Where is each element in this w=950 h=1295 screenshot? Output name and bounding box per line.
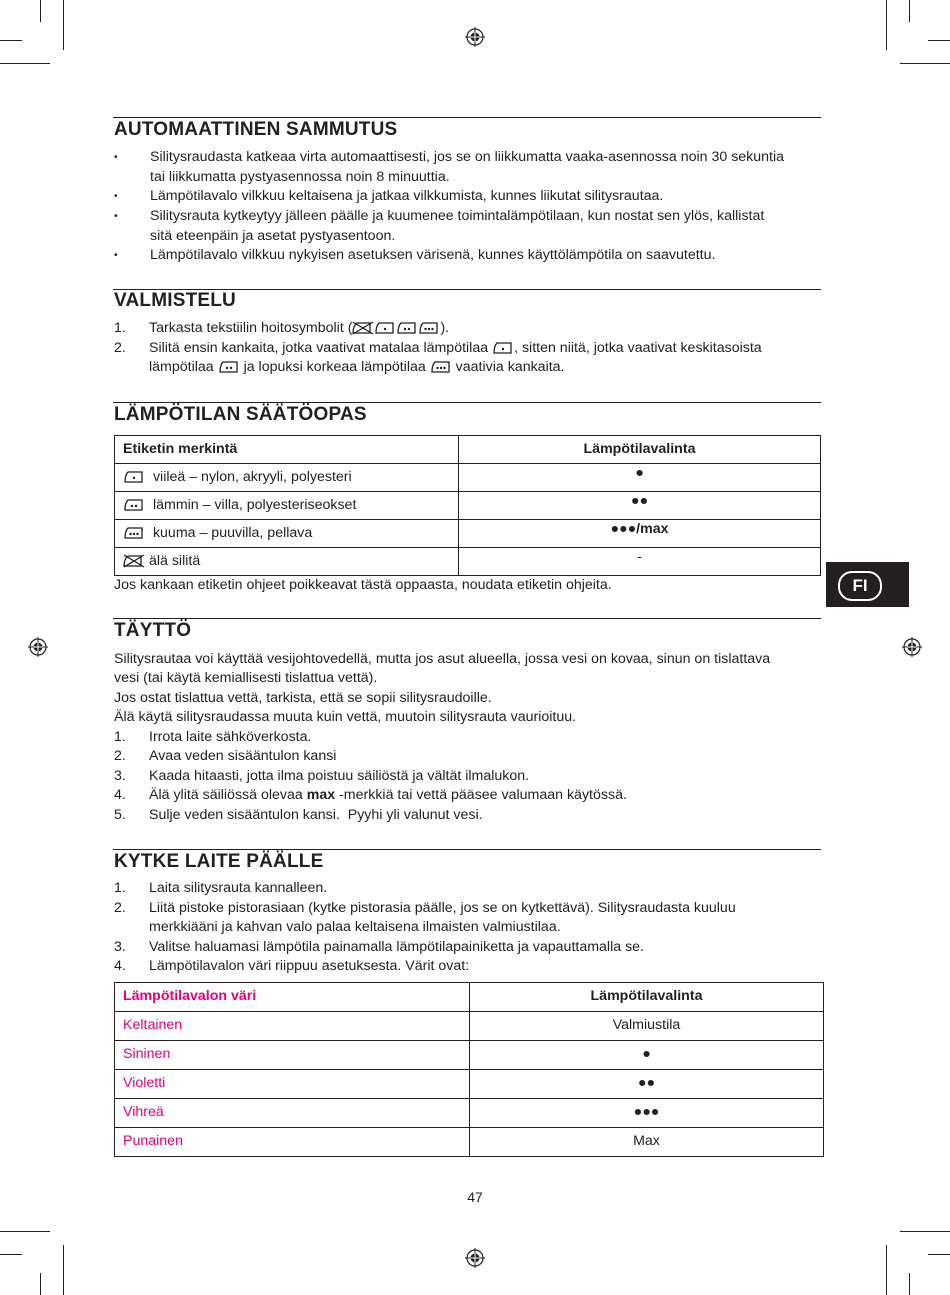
section-title-fill: TÄYTTÖ: [114, 620, 192, 641]
list-item: [114, 938, 644, 958]
table-row: [115, 1070, 824, 1099]
do-not-iron-icon: [352, 321, 374, 335]
paragraph-line: Silitysrautaa voi käyttää vesijohtovedellä, mutta jos asut alueella, jossa vesi on kovaa, sinun on tislattava: [114, 651, 771, 667]
step-number: 1.: [114, 880, 126, 896]
step-text: Sulje veden sisääntulon kansi. Pyyhi yli valunut vesi.: [149, 807, 483, 823]
table-cell: -: [459, 548, 821, 576]
step-number: 5.: [114, 807, 126, 823]
list-item: [114, 187, 820, 207]
table-row: [115, 1041, 824, 1070]
registration-mark-icon: [465, 27, 485, 47]
step-number: 3.: [114, 939, 126, 955]
section-title-guide: LÄMPÖTILAN SÄÄTÖOPAS: [114, 404, 367, 425]
table-cell: Punainen: [115, 1128, 470, 1157]
section-rule: [113, 117, 821, 118]
list-item: [114, 767, 529, 787]
step-text: Tarkasta tekstiilin hoitosymbolit (: [149, 320, 353, 336]
list-item: [114, 957, 469, 977]
table-cell: ●●●/max: [459, 520, 821, 548]
table-row: [115, 1099, 824, 1128]
crop-mark: [0, 1254, 22, 1255]
label-text: kuuma – puuvilla, pellava: [152, 524, 313, 541]
step-number: 2.: [114, 340, 126, 356]
table-cell: ●●●: [470, 1099, 824, 1128]
iron-one-dot-icon: [123, 470, 145, 484]
table-cell: Max: [470, 1128, 824, 1157]
step-text: Lämpötilavalon väri riippuu asetuksesta. Värit ovat:: [149, 958, 470, 974]
bullet-icon: •: [114, 191, 118, 202]
guide-note: Jos kankaan etiketin ohjeet poikkeavat tästä oppaasta, noudata etiketin ohjeita.: [114, 577, 612, 593]
column-header: Lämpötilavalinta: [470, 983, 824, 1012]
column-header: Etiketin merkintä: [115, 436, 459, 464]
step-number: 1.: [114, 729, 126, 745]
step-text: vaativia kankaita.: [455, 359, 565, 375]
step-number: 2.: [114, 748, 126, 764]
crop-mark: [900, 63, 950, 64]
step-text: Liitä pistoke pistorasiaan (kytke pistorasia päälle, jos se on kytkettävä). Silitysraudasta kuuluu: [149, 900, 736, 916]
registration-mark-icon: [28, 637, 48, 657]
table-cell: ●: [470, 1041, 824, 1070]
crop-mark: [63, 1245, 64, 1295]
iron-three-dots-icon: [123, 526, 145, 540]
label-text: lämmin – villa, polyesteriseokset: [152, 496, 357, 513]
crop-mark: [63, 0, 64, 50]
bullet-icon: •: [114, 211, 118, 222]
table-cell: [115, 492, 459, 520]
table-cell: Valmiustila: [470, 1012, 824, 1041]
table-row: [115, 1128, 824, 1157]
iron-three-dots-icon: [418, 321, 440, 335]
table-row: [115, 464, 821, 492]
iron-one-dot-icon: [374, 321, 396, 335]
iron-two-dots-icon: [218, 360, 240, 374]
section-title-prep: VALMISTELU: [114, 290, 236, 311]
list-item: [114, 806, 483, 826]
step-text: -merkkiä tai vettä pääsee valumaan käytössä.: [335, 787, 627, 803]
bullet-icon: •: [114, 250, 118, 261]
table-cell: Sininen: [115, 1041, 470, 1070]
crop-mark: [900, 1231, 950, 1232]
crop-mark: [0, 40, 22, 41]
table-row: [115, 492, 821, 520]
crop-mark: [0, 1231, 50, 1232]
step-text: Laita silitysrauta kannalleen.: [149, 880, 328, 896]
crop-mark: [928, 1254, 950, 1255]
language-tab: [826, 562, 909, 607]
paragraph-line: Älä käytä silitysraudassa muuta kuin vettä, muutoin silitysrauta vaurioituu.: [114, 709, 577, 725]
list-item: [114, 786, 627, 806]
list-item: [114, 148, 820, 187]
section-title-switch-on: KYTKE LAITE PÄÄLLE: [114, 851, 324, 872]
step-text: Irrota laite sähköverkosta.: [149, 729, 312, 745]
table-row: [115, 548, 821, 576]
list-item-continued: [149, 358, 565, 378]
crop-mark: [40, 1273, 41, 1295]
step-number: 4.: [114, 958, 126, 974]
iron-two-dots-icon: [396, 321, 418, 335]
step-text: Silitä ensin kankaita, jotka vaativat matalaa lämpötilaa: [149, 340, 489, 356]
table-cell: ●●: [470, 1070, 824, 1099]
step-number: 4.: [114, 787, 126, 803]
step-number: 1.: [114, 320, 126, 336]
label-text: älä silitä: [148, 552, 201, 569]
iron-two-dots-icon: [123, 498, 145, 512]
page-number: 47: [467, 1189, 483, 1205]
step-text: Älä ylitä säiliössä olevaa: [149, 787, 307, 803]
section-title-auto-off: AUTOMAATTINEN SAMMUTUS: [114, 119, 398, 140]
table-cell: [115, 520, 459, 548]
do-not-iron-icon: [123, 554, 145, 568]
label-text: viileä – nylon, akryyli, polyesteri: [152, 468, 352, 485]
list-item: [114, 747, 336, 767]
table-header-row: [115, 983, 824, 1012]
bullet-text: Silitysrauta kytkeytyy jälleen päälle ja kuumenee toimintalämpötilaan, kun nostat sen ylös, kallistat: [150, 208, 765, 224]
table-row: [115, 520, 821, 548]
bullet-text: Lämpötilavalo vilkkuu keltaisena ja jatkaa vilkkumista, kunnes liikutat silitysrautaa.: [150, 188, 664, 204]
section-rule: [113, 849, 821, 850]
bullet-text: Silitysraudasta katkeaa virta automaattisesti, jos se on liikkumatta vaaka-asennossa noin 30 sekuntia: [150, 149, 785, 165]
crop-mark: [40, 0, 41, 22]
max-mark-text: max: [306, 787, 336, 803]
bullet-text: Lämpötilavalo vilkkuu nykyisen asetuksen värisenä, kunnes käyttölämpötila on saavutettu.: [150, 247, 716, 263]
step-text: Kaada hitaasti, jotta ilma poistuu säiliöstä ja vältät ilmalukon.: [149, 768, 530, 784]
crop-mark: [0, 63, 50, 64]
step-number: 3.: [114, 768, 126, 784]
table-cell: Violetti: [115, 1070, 470, 1099]
iron-three-dots-icon: [430, 360, 452, 374]
table-cell: ●: [459, 464, 821, 492]
crop-mark: [928, 40, 950, 41]
column-header: Lämpötilavalon väri: [115, 983, 470, 1012]
table-cell: Vihreä: [115, 1099, 470, 1128]
section-rule: [113, 402, 821, 403]
table-cell: [115, 464, 459, 492]
iron-one-dot-icon: [492, 341, 514, 355]
step-text: Valitse haluamasi lämpötila painamalla lämpötilapainiketta ja vapauttamalla se.: [149, 939, 644, 955]
crop-mark: [886, 1245, 887, 1295]
table-header-row: [115, 436, 821, 464]
paragraph-line: vesi (tai käytä kemiallisesti tislattua vettä).: [114, 670, 378, 686]
temperature-guide-table: [114, 435, 821, 576]
list-item: [114, 207, 820, 246]
list-item-continued: merkkiääni ja kahvan valo palaa keltaisena ilmaisten valmiustilaa.: [149, 919, 561, 935]
language-tab-label: FI: [838, 571, 882, 601]
registration-mark-icon: [902, 637, 922, 657]
registration-mark-icon: [465, 1248, 485, 1268]
light-color-table: [114, 982, 824, 1157]
list-item: [114, 246, 820, 266]
list-item: [114, 319, 449, 339]
bullet-text: tai liikkumatta pystyasennossa noin 8 minuuttia.: [150, 168, 450, 185]
list-item: [114, 728, 311, 748]
step-text: , sitten niitä, jotka vaativat keskitasoista: [514, 340, 762, 356]
table-cell: Keltainen: [115, 1012, 470, 1041]
list-item: [114, 899, 736, 919]
step-text: Avaa veden sisääntulon kansi: [149, 748, 337, 764]
table-cell: ●●: [459, 492, 821, 520]
list-item: [114, 879, 327, 899]
table-cell: [115, 548, 459, 576]
step-text: ja lopuksi korkeaa lämpötilaa: [243, 359, 426, 375]
step-number: 2.: [114, 900, 126, 916]
bullet-text: sitä eteenpäin ja asetat pystyasentoon.: [150, 227, 396, 244]
bullet-icon: •: [114, 152, 118, 163]
crop-mark: [886, 0, 887, 50]
crop-mark: [909, 0, 910, 22]
crop-mark: [909, 1273, 910, 1295]
table-row: [115, 1012, 824, 1041]
list-item: [114, 339, 762, 359]
section-rule: [113, 618, 821, 619]
step-text: ).: [440, 320, 450, 336]
column-header: Lämpötilavalinta: [459, 436, 821, 464]
paragraph-line: Jos ostat tislattua vettä, tarkista, että se sopii silitysraudoille.: [114, 690, 492, 706]
step-text: lämpötilaa: [149, 359, 214, 375]
